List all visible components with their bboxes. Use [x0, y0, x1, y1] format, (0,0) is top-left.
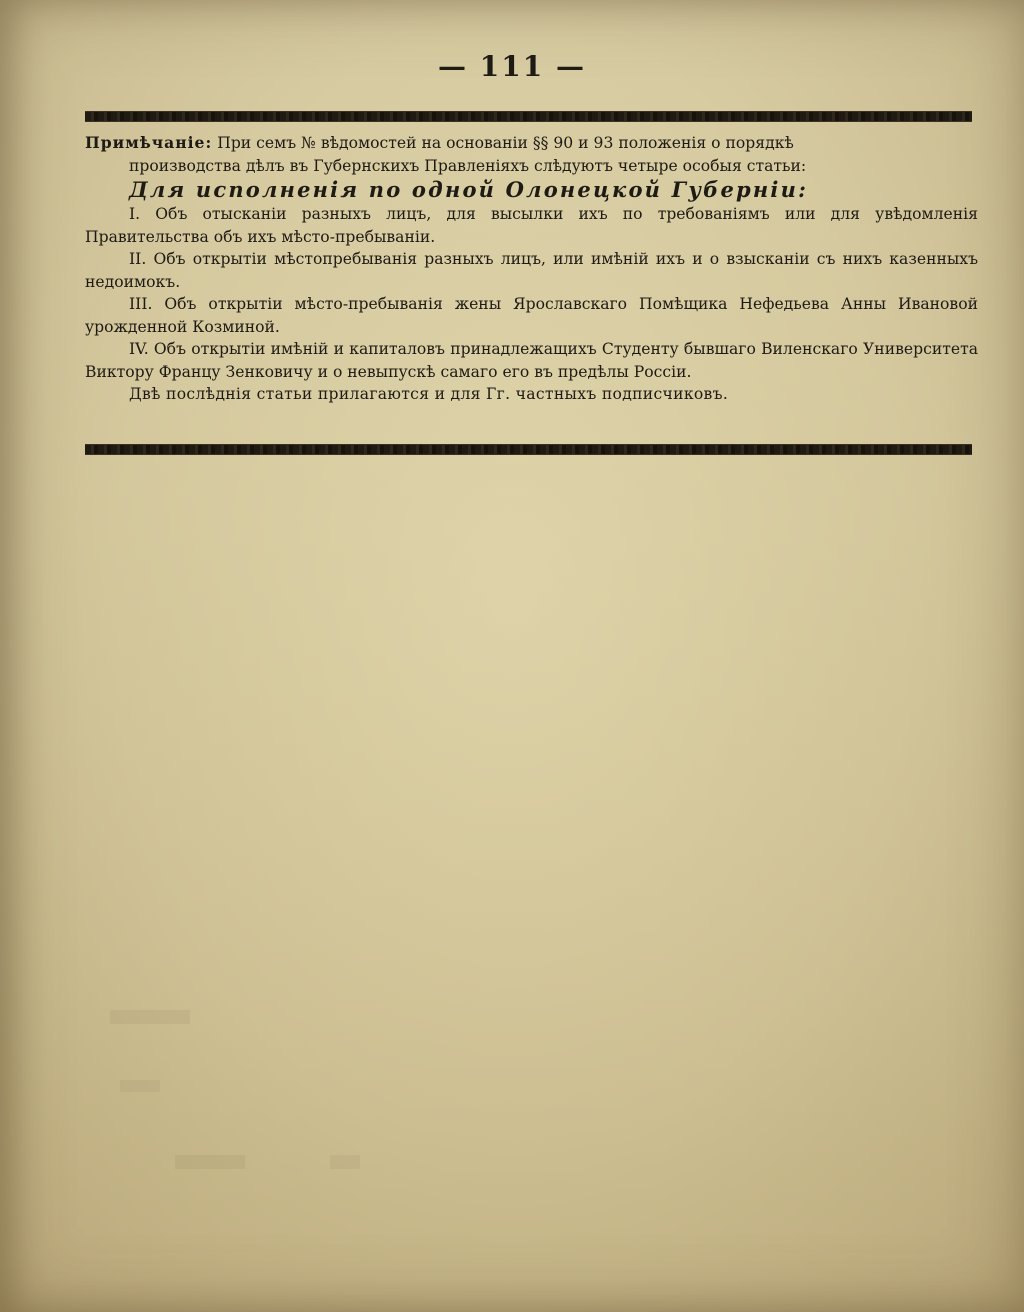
- top-rule: [85, 111, 972, 122]
- note-item-1: I. Объ отысканіи разныхъ лицъ, для высылки ихъ по требованіямъ или для увѣдомленія Правительства объ ихъ мѣсто-пребываніи.: [85, 205, 978, 246]
- note-intro-line2: производства дѣлъ въ Губернскихъ Правленіяхъ слѣдуютъ четыре особыя статьи:: [129, 156, 807, 175]
- note-intro-line1: При семъ № вѣдомостей на основаніи §§ 90 и 93 положенія о порядкѣ: [217, 134, 794, 152]
- note-intro: [85, 132, 978, 155]
- note-item-3: III. Объ открытіи мѣсто-пребыванія жены Ярославскаго Помѣщика Нефедьева Анны Ивановой урожденной Козминой.: [85, 295, 978, 336]
- note-subheading: Для исполненія по одной Олонецкой Губерніи:: [129, 177, 809, 202]
- show-through-mark: [120, 1080, 160, 1092]
- note-block: [85, 132, 978, 406]
- show-through-mark: [175, 1155, 245, 1169]
- note-closing: Двѣ послѣднія статьи прилагаются и для Гг. частныхъ подписчиковъ.: [129, 385, 729, 403]
- show-through-mark: [330, 1155, 360, 1169]
- note-item-4: IV. Объ открытіи имѣній и капиталовъ принадлежащихъ Студенту бывшаго Виленскаго Университета Виктору Францу Зенковичу и о невыпускѣ самаго его въ предѣлы Россіи.: [85, 340, 978, 381]
- show-through-mark: [110, 1010, 190, 1024]
- note-item-2: II. Объ открытіи мѣстопребыванія разныхъ лицъ, или имѣній ихъ и о взысканіи съ нихъ казенныхъ недоимокъ.: [85, 250, 978, 291]
- note-label: Примѣчаніе:: [85, 133, 213, 152]
- page-number: — 111 —: [438, 50, 586, 83]
- bottom-rule: [85, 444, 972, 455]
